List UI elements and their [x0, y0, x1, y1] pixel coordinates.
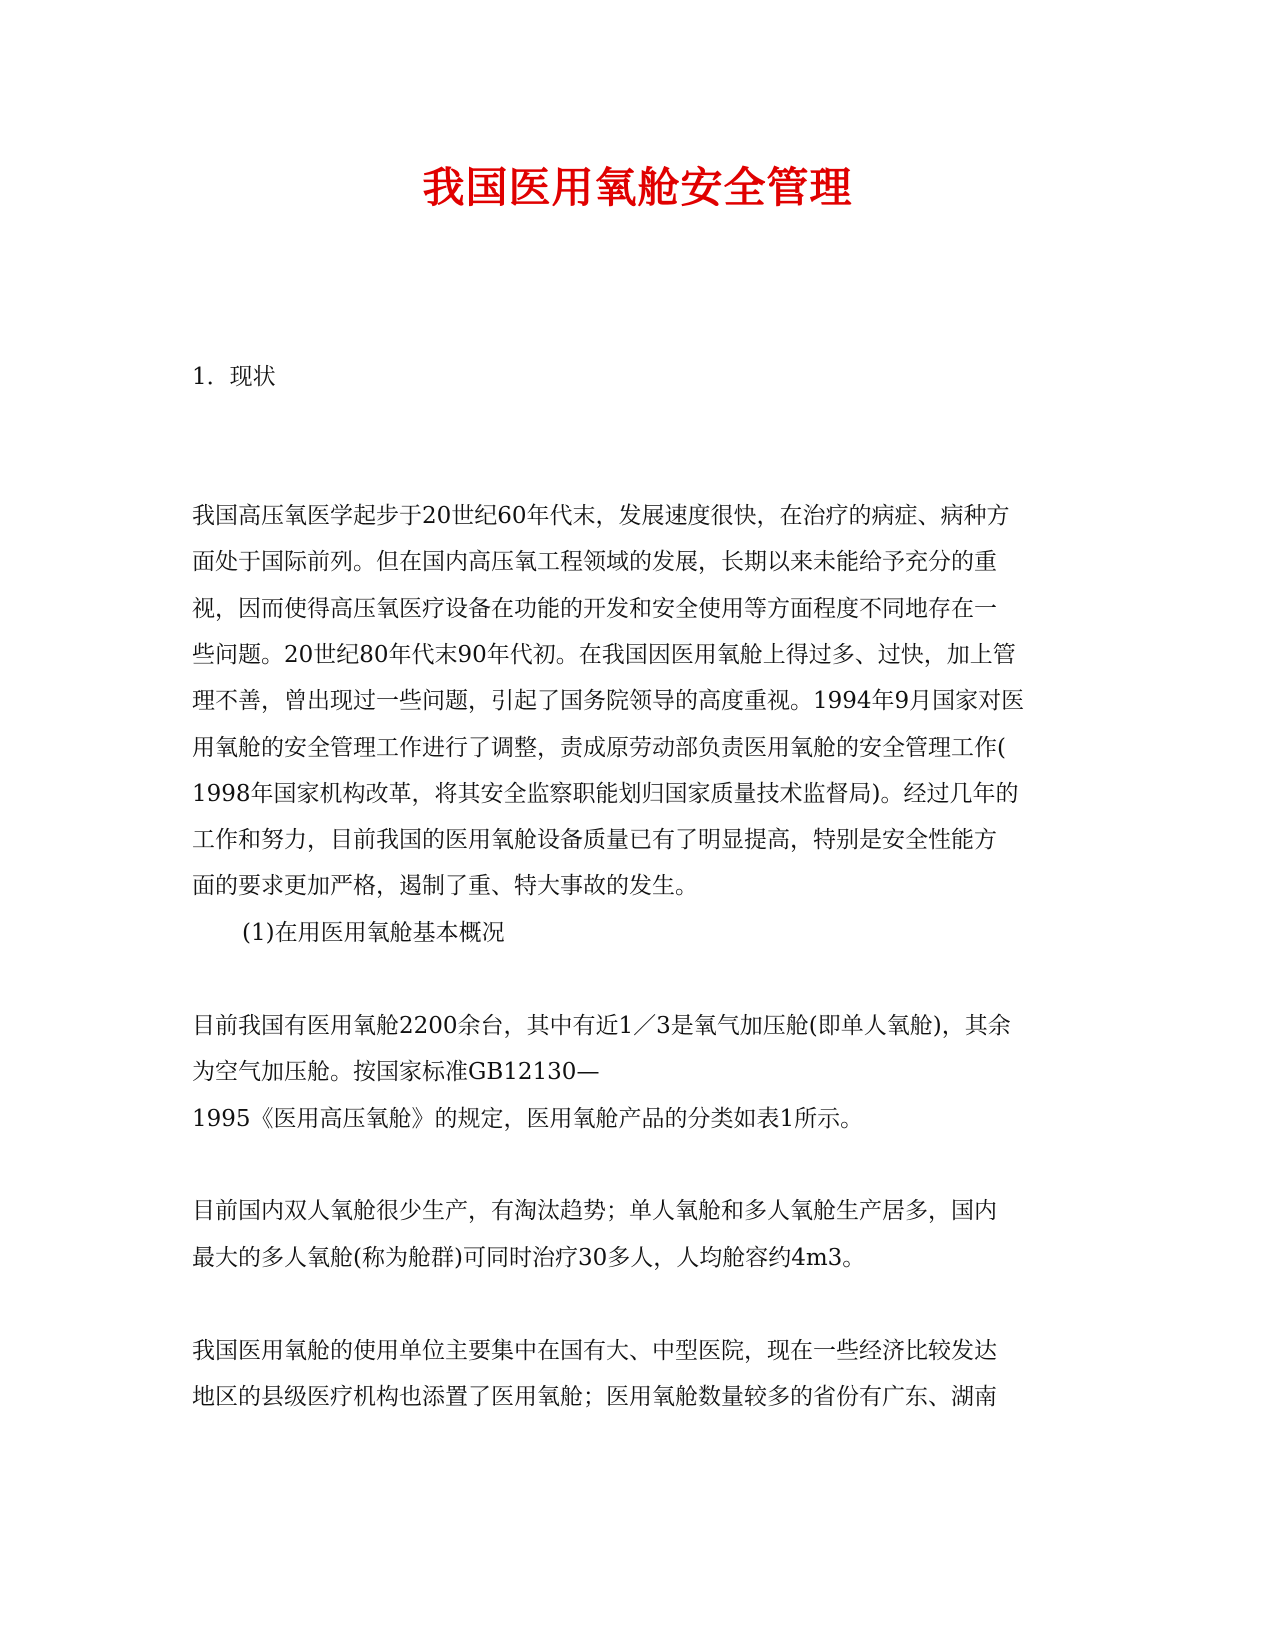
paragraph-2-line: 目前我国有医用氧舱2200余台，其中有近1／3是氧气加压舱(即单人氧舱)，其余 — [192, 1013, 1011, 1039]
paragraph-4-line: 地区的县级医疗机构也添置了医用氧舱；医用氧舱数量较多的省份有广东、湖南 — [192, 1384, 997, 1410]
paragraph-1-line: 面的要求更加严格，遏制了重、特大事故的发生。 — [192, 873, 698, 899]
paragraph-2-line: 为空气加压舱。按国家标准GB12130— — [192, 1059, 600, 1085]
paragraph-1-line: 用氧舱的安全管理工作进行了调整，责成原劳动部负责医用氧舱的安全管理工作( — [192, 735, 1006, 761]
paragraph-1-line: 我国高压氧医学起步于20世纪60年代末，发展速度很快，在治疗的病症、病种方 — [192, 503, 1010, 529]
paragraph-1-line: 工作和努力，目前我国的医用氧舱设备质量已有了明显提高，特别是安全性能方 — [192, 827, 997, 853]
paragraph-2-line: 1995《医用高压氧舱》的规定，医用氧舱产品的分类如表1所示。 — [192, 1106, 864, 1132]
paragraph-4-line: 我国医用氧舱的使用单位主要集中在国有大、中型医院，现在一些经济比较发达 — [192, 1338, 997, 1364]
paragraph-1-line: 1998年国家机构改革，将其安全监察职能划归国家质量技术监督局)。经过几年的 — [192, 781, 1019, 807]
subheading: (1)在用医用氧舱基本概况 — [242, 920, 505, 946]
document-title: 我国医用氧舱安全管理 — [422, 163, 853, 212]
paragraph-1-line: 视，因而使得高压氧医疗设备在功能的开发和安全使用等方面程度不同地存在一 — [192, 596, 997, 622]
paragraph-1-line: 些问题。20世纪80年代末90年代初。在我国因医用氧舱上得过多、过快，加上管 — [192, 642, 1016, 668]
paragraph-3-line: 最大的多人氧舱(称为舱群)可同时治疗30多人，人均舱容约4m3。 — [192, 1245, 866, 1271]
section-heading: 1．现状 — [192, 364, 276, 390]
paragraph-1-line: 理不善，曾出现过一些问题，引起了国务院领导的高度重视。1994年9月国家对医 — [192, 688, 1025, 714]
paragraph-3-line: 目前国内双人氧舱很少生产，有淘汰趋势；单人氧舱和多人氧舱生产居多，国内 — [192, 1198, 997, 1224]
paragraph-1-line: 面处于国际前列。但在国内高压氧工程领域的发展，长期以来未能给予充分的重 — [192, 549, 997, 575]
